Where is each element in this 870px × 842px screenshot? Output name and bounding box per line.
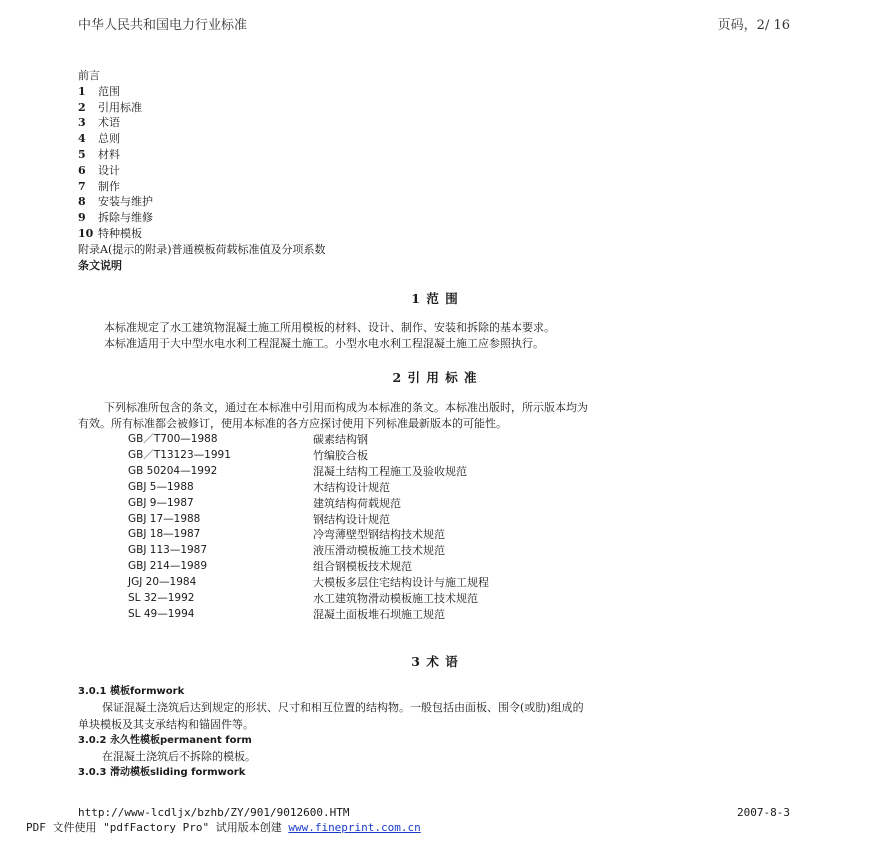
pdf-creator-note	[26, 819, 421, 835]
standard-code: GBJ 17—1988	[128, 512, 201, 525]
section-1-paragraph-2: 本标准适用于大中型水电水利工程混凝土施工。小型水电水利工程混凝土施工应参照执行。	[104, 337, 544, 350]
toc-item[interactable]	[78, 194, 326, 210]
toc-item-label: 设计	[98, 163, 120, 177]
toc-item[interactable]	[78, 131, 326, 147]
toc-item-label: 特种模板	[98, 226, 142, 240]
section-1-heading: 1 范 围	[411, 291, 459, 306]
toc-item-number: 5	[78, 147, 86, 161]
standard-row	[128, 575, 489, 591]
print-date: 2007-8-3	[737, 806, 790, 819]
term-3-0-2-definition: 在混凝土浇筑后不拆除的模板。	[102, 750, 256, 764]
standard-code: GBJ 5—1988	[128, 480, 194, 493]
standard-name: 木结构设计规范	[313, 480, 390, 494]
standard-code: GBJ 18—1987	[128, 528, 201, 541]
toc-item[interactable]	[78, 179, 326, 195]
standard-name: 混凝土面板堆石坝施工规范	[313, 607, 445, 621]
standard-name: 竹编胶合板	[313, 448, 368, 462]
toc-item-number: 9	[78, 211, 86, 225]
toc-item[interactable]	[78, 115, 326, 131]
standard-code: GBJ 214—1989	[128, 560, 208, 573]
toc-item-label: 总则	[98, 132, 120, 146]
toc-item[interactable]	[78, 147, 326, 163]
term-3-0-3: 3.0.3 滑动模板sliding formwork	[78, 767, 246, 779]
toc-item-number: 6	[78, 163, 86, 177]
standard-row	[128, 607, 489, 623]
standard-row	[128, 448, 489, 464]
standard-code: GBJ 9—1987	[128, 496, 194, 509]
standard-name: 混凝土结构工程施工及验收规范	[313, 464, 467, 478]
standard-code: SL 49—1994	[128, 607, 195, 620]
standard-name: 冷弯薄壁型钢结构技术规范	[313, 528, 445, 542]
pdf-creator-text: PDF 文件使用 "pdfFactory Pro" 试用版本创建	[26, 821, 282, 834]
standard-row	[128, 559, 489, 575]
standard-row	[128, 496, 489, 512]
standard-name: 水工建筑物滑动模板施工技术规范	[313, 592, 478, 606]
standard-name: 碳素结构钢	[313, 433, 368, 446]
toc-item[interactable]	[78, 100, 326, 116]
standard-name: 大模板多层住宅结构设计与施工规程	[313, 576, 489, 590]
source-url[interactable]: http://www-lcdljx/bzhb/ZY/901/9012600.HTM	[78, 806, 350, 819]
section-1-paragraph-1: 本标准规定了水工建筑物混凝土施工所用模板的材料、设计、制作、安装和拆除的基本要求。	[104, 321, 555, 334]
toc-item-number: 7	[78, 179, 86, 193]
standard-code: GB／T13123—1991	[128, 448, 231, 461]
standard-row	[128, 527, 489, 543]
term-3-0-1-definition-line-2: 单块模板及其支承结构和锚固件等。	[78, 717, 254, 731]
standard-code: SL 32—1992	[128, 592, 195, 605]
section-2-heading: 2 引 用 标 准	[392, 370, 478, 385]
standard-code: JGJ 20—1984	[128, 576, 197, 589]
toc-item-label: 安装与维护	[98, 195, 153, 209]
section-3-heading: 3 术 语	[411, 654, 459, 669]
term-3-0-1: 3.0.1 模板formwork	[78, 686, 185, 697]
standard-code: GB／T700—1988	[128, 433, 218, 445]
toc-item-number: 8	[78, 195, 86, 209]
term-3-0-1-definition-line-1: 保证混凝土浇筑后达到规定的形状、尺寸和相互位置的结构物。一般包括由面板、围令(或肋)组成的	[102, 701, 584, 715]
toc-item-number: 2	[78, 100, 86, 114]
section-2-paragraph-line-1: 下列标准所包含的条文，通过在本标准中引用而构成为本标准的条文。本标准出版时，所示版本均为	[104, 401, 588, 414]
standard-row	[128, 543, 489, 559]
toc-item-number: 3	[78, 116, 86, 130]
standard-code: GBJ 113—1987	[128, 544, 208, 557]
toc-item[interactable]	[78, 210, 326, 226]
toc-item-label: 引用标准	[98, 100, 142, 114]
section-2-paragraph-line-2: 有效。所有标准都会被修订，使用本标准的各方应探讨使用下列标准最新版本的可能性。	[78, 417, 507, 430]
toc-item-label: 拆除与维修	[98, 211, 153, 225]
standard-row	[128, 432, 489, 448]
toc-item-label: 材料	[98, 147, 120, 161]
term-3-0-2: 3.0.2 永久性模板permanent form	[78, 734, 252, 746]
terms-list	[78, 684, 798, 782]
toc-item-number: 4	[78, 132, 86, 146]
toc-item[interactable]	[78, 226, 326, 242]
toc-appendix[interactable]: 附录A(提示的附录)普通模板荷载标准值及分项系数	[78, 242, 326, 256]
standard-name: 组合钢模板技术规范	[313, 560, 412, 574]
standard-row	[128, 480, 489, 496]
toc-item[interactable]	[78, 84, 326, 100]
standard-row	[128, 464, 489, 480]
document-header-title: 中华人民共和国电力行业标准	[78, 18, 248, 33]
toc-explanation[interactable]: 条文说明	[78, 258, 122, 272]
toc-item[interactable]	[78, 163, 326, 179]
standard-name: 液压滑动模板施工技术规范	[313, 544, 445, 558]
standard-code: GB 50204—1992	[128, 464, 218, 477]
fineprint-link[interactable]: www.fineprint.com.cn	[288, 821, 421, 834]
standard-name: 建筑结构荷载规范	[313, 496, 401, 510]
toc-item-label: 范围	[98, 84, 120, 98]
table-of-contents	[78, 68, 326, 273]
page-number: 页码，2/ 16	[717, 18, 790, 33]
standard-row	[128, 512, 489, 528]
standard-row	[128, 591, 489, 607]
referenced-standards-list	[128, 432, 489, 623]
toc-item-number: 1	[78, 84, 86, 98]
toc-item-number: 10	[78, 226, 94, 240]
standard-name: 钢结构设计规范	[313, 512, 390, 526]
toc-item-label: 术语	[98, 116, 120, 130]
toc-preface[interactable]: 前言	[78, 69, 100, 82]
toc-item-label: 制作	[98, 179, 120, 193]
